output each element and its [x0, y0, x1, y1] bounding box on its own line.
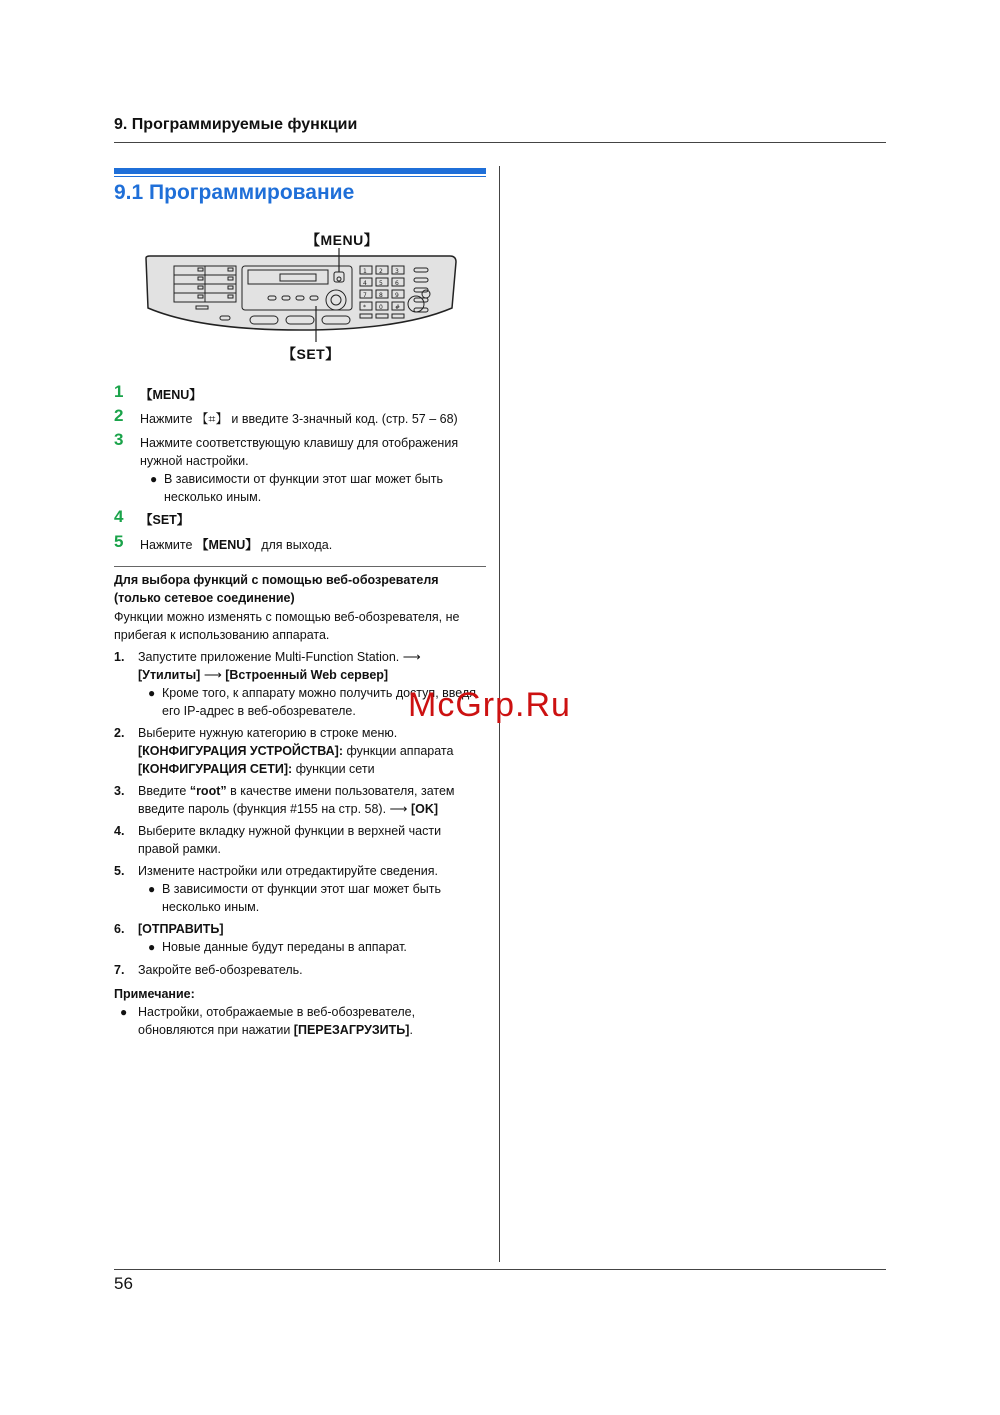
step-text: 【MENU】	[140, 388, 202, 402]
bullet-icon: ●	[120, 1005, 128, 1019]
control-panel-illustration	[140, 248, 460, 342]
step-text-line1: Закройте веб-обозреватель.	[138, 963, 303, 977]
bullet-text-line1: В зависимости от функции этот шаг может быть	[164, 472, 444, 486]
bullet-icon: ●	[148, 882, 156, 896]
section-bar	[114, 168, 486, 174]
svg-text:5: 5	[379, 280, 383, 287]
svg-text:2: 2	[379, 268, 383, 275]
svg-text:6: 6	[395, 280, 399, 287]
bullet-text-line2: несколько иным.	[164, 490, 262, 504]
bullet-icon: ●	[148, 940, 156, 954]
page-number: 56	[114, 1274, 133, 1293]
step-text-line1: Введите “root” в качестве имени пользователя, затем	[138, 784, 455, 798]
note-title: Примечание:	[114, 987, 195, 1001]
step-text: 【SET】	[140, 513, 190, 527]
watermark: McGrp.Ru	[408, 686, 571, 724]
step-text-line3: [КОНФИГУРАЦИЯ СЕТИ]: функции сети	[138, 762, 375, 776]
step-number: 4	[114, 507, 124, 526]
web-heading-line1: Для выбора функций с помощью веб-обозревателя	[114, 573, 439, 587]
step-text-line1: Нажмите соответствующую клавишу для отображения	[140, 436, 459, 450]
menu-callout-label: 【MENU】	[306, 232, 379, 248]
step-number: 5	[114, 532, 124, 551]
bullet-text-line2: его IP-адрес в веб-обозревателе.	[162, 704, 356, 718]
header-rule	[114, 142, 886, 143]
step-text-line1: [ОТПРАВИТЬ]	[138, 922, 224, 936]
web-intro-line2: прибегая к использованию аппарата.	[114, 628, 330, 642]
set-callout-label: 【SET】	[282, 346, 340, 362]
note-text-line2: обновляются при нажатии [ПЕРЕЗАГРУЗИТЬ].	[138, 1023, 413, 1037]
svg-text:#: #	[395, 304, 401, 311]
step-text-line2: введите пароль (функция #155 на стр. 58). ⟶ [OK]	[138, 802, 439, 816]
bullet-icon: ●	[150, 472, 158, 486]
svg-text:9: 9	[395, 292, 399, 299]
chapter-title: 9. Программируемые функции	[114, 116, 358, 133]
step-number: 3.	[114, 784, 125, 798]
step-text-line1: Выберите вкладку нужной функции в верхней части	[138, 824, 442, 838]
svg-text:1: 1	[363, 268, 367, 275]
step-number: 3	[114, 430, 124, 449]
bullet-text-line1: Новые данные будут переданы в аппарат.	[162, 940, 407, 954]
svg-text:8: 8	[379, 292, 383, 299]
section-bar-underline	[114, 176, 486, 177]
section-title: 9.1 Программирование	[114, 181, 355, 204]
footer-rule	[114, 1269, 886, 1270]
bullet-text-line1: В зависимости от функции этот шаг может быть	[162, 882, 442, 896]
step-text: Нажмите 【⌗】 и введите 3-значный код. (стр. 57 – 68)	[140, 412, 458, 426]
step-number: 4.	[114, 824, 125, 838]
step-number: 7.	[114, 963, 125, 977]
bullet-text-line2: несколько иным.	[162, 900, 260, 914]
web-intro-line1: Функции можно изменять с помощью веб-обозревателя, не	[114, 610, 460, 624]
svg-text:*: *	[363, 304, 366, 311]
step-text-line2: правой рамки.	[138, 842, 222, 856]
svg-text:3: 3	[395, 268, 399, 275]
step-number: 5.	[114, 864, 125, 878]
step-text-line2: [Утилиты] ⟶ [Встроенный Web сервер]	[138, 668, 389, 682]
step-text-line2: нужной настройки.	[140, 454, 249, 468]
step-text-line1: Запустите приложение Multi-Function Station. ⟶	[138, 650, 421, 664]
step-number: 2.	[114, 726, 125, 740]
step-text-line1: Выберите нужную категорию в строке меню.	[138, 726, 398, 740]
svg-text:4: 4	[363, 280, 367, 287]
section-divider	[114, 566, 486, 567]
step-text: Нажмите 【MENU】 для выхода.	[140, 538, 333, 552]
step-text-line2: [КОНФИГУРАЦИЯ УСТРОЙСТВА]: функции аппарата	[138, 744, 454, 758]
step-text-line1: Измените настройки или отредактируйте сведения.	[138, 864, 438, 878]
step-number: 1.	[114, 650, 125, 664]
step-number: 2	[114, 406, 124, 425]
bullet-icon: ●	[148, 686, 156, 700]
web-heading-line2: (только сетевое соединение)	[114, 591, 295, 605]
bullet-text-line1: Кроме того, к аппарату можно получить доступ, введя	[162, 686, 477, 700]
svg-text:0: 0	[379, 304, 383, 311]
step-number: 6.	[114, 922, 125, 936]
step-number: 1	[114, 382, 124, 401]
svg-text:7: 7	[363, 292, 367, 299]
note-text-line1: Настройки, отображаемые в веб-обозревателе,	[138, 1005, 416, 1019]
